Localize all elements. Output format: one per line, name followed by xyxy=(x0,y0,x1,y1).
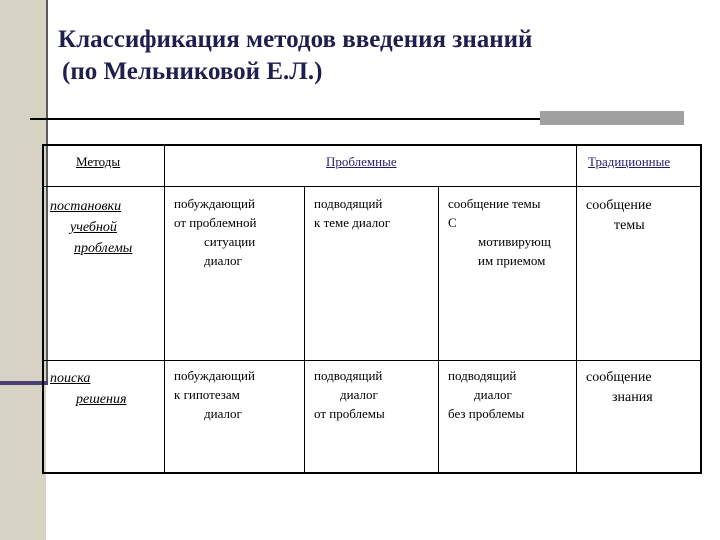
row2-traditional xyxy=(586,368,653,408)
row1-col2 xyxy=(314,194,390,232)
row2-method-line: решения xyxy=(76,392,127,407)
col-divider-3 xyxy=(438,186,439,472)
row1-traditional-line: сообщение xyxy=(586,198,652,213)
row2-col1-line: диалог xyxy=(204,406,242,421)
title-rule-block xyxy=(540,111,684,125)
row2-col3-line: без проблемы xyxy=(448,406,525,421)
col-divider-1 xyxy=(164,146,165,472)
row1-col3-line: сообщение темы xyxy=(448,196,541,211)
row2-col1 xyxy=(174,366,255,423)
title-line-2: (по Мельниковой Е.Л.) xyxy=(62,58,323,85)
row1-method-line: постановки xyxy=(50,199,122,214)
header-traditional: Традиционные xyxy=(588,154,671,169)
row2-col1-line: побуждающий xyxy=(174,368,255,383)
row1-col1-line: побуждающий xyxy=(174,196,255,211)
row1-method-line: проблемы xyxy=(74,241,133,256)
row2-traditional-line: знания xyxy=(612,390,653,405)
row1-method-line: учебной xyxy=(70,220,117,235)
title-line-1: Классификация методов введения знаний xyxy=(58,26,533,53)
row2-traditional-line: сообщение xyxy=(586,370,652,385)
row1-col1-line: диалог xyxy=(204,253,242,268)
row2-col3-line: подводящий xyxy=(448,368,517,383)
row1-col3 xyxy=(448,194,551,270)
row2-col3 xyxy=(448,366,524,423)
row2-col3-line: диалог xyxy=(474,387,512,402)
row1-col1 xyxy=(174,194,256,270)
row1-col3-line: мотивирующ xyxy=(478,234,551,249)
row1-col3-line: им приемом xyxy=(478,253,546,268)
slide-title xyxy=(58,24,678,88)
row-divider-1 xyxy=(44,360,700,361)
row1-col2-line: к теме диалог xyxy=(314,215,391,230)
header-methods: Методы xyxy=(76,154,121,169)
methods-table xyxy=(42,144,702,474)
side-accent-bar xyxy=(0,381,48,385)
col-divider-4 xyxy=(576,146,577,472)
row2-col2-line: подводящий xyxy=(314,368,383,383)
row1-method xyxy=(50,196,156,259)
header-problem: Проблемные xyxy=(326,154,397,169)
row-divider-header xyxy=(44,186,700,187)
row1-col1-line: от проблемной xyxy=(174,215,257,230)
row1-traditional xyxy=(586,196,652,236)
row2-col1-line: к гипотезам xyxy=(174,387,240,402)
row2-method xyxy=(50,368,126,410)
row2-col2 xyxy=(314,366,385,423)
row1-col3-line: С xyxy=(448,215,457,230)
row2-col2-line: от проблемы xyxy=(314,406,385,421)
row2-method-line: поиска xyxy=(50,371,91,386)
side-decor-bar xyxy=(0,0,46,540)
col-divider-2 xyxy=(304,186,305,472)
row1-col1-line: ситуации xyxy=(204,234,256,249)
row2-col2-line: диалог xyxy=(340,387,378,402)
row1-col2-line: подводящий xyxy=(314,196,383,211)
row1-traditional-line: темы xyxy=(614,218,645,233)
title-rule xyxy=(30,118,540,120)
